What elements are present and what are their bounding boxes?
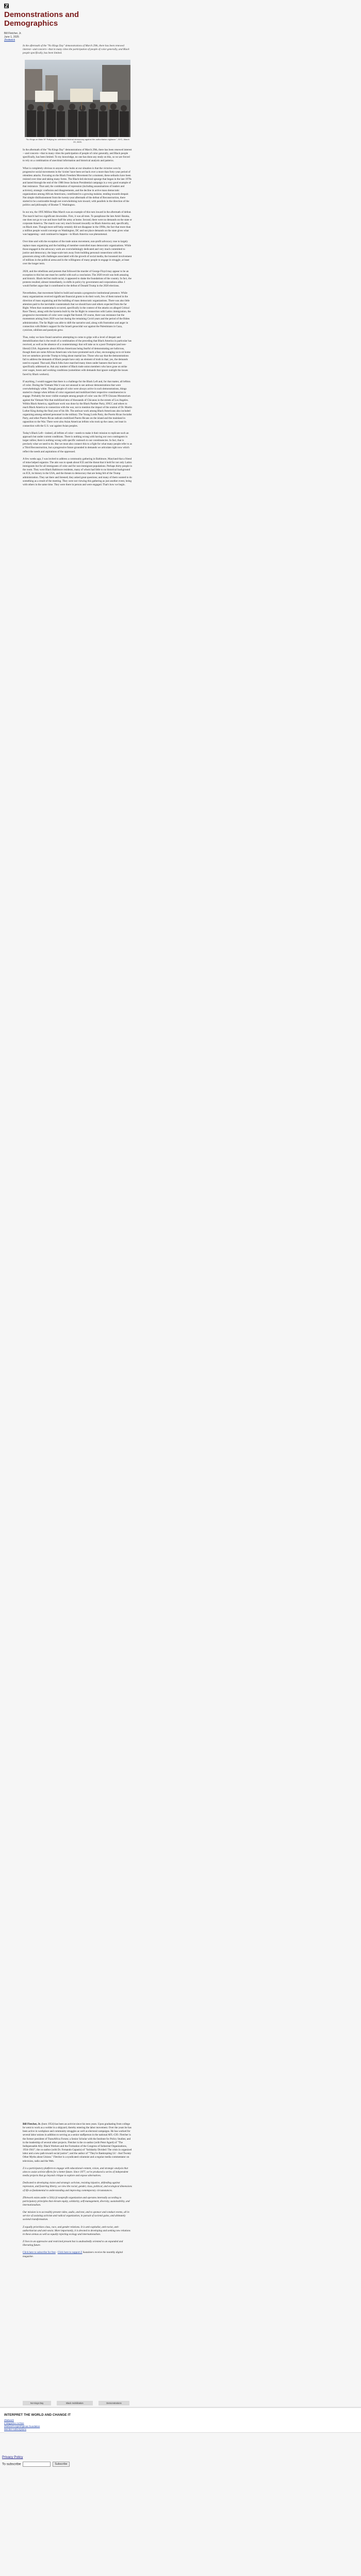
publication-link[interactable]: Zbobwick <box>4 39 15 42</box>
article-intro <box>23 44 131 55</box>
article-photo <box>25 60 130 137</box>
paragraph: Today's Black Left—indeed, all leftists of color—needs to make it their mission to replicate such an approach but under current conditions. There is nothing wrong with having our own contingents in larger rallies; there is nothing wrong with specific outreach to our constituencies. In fact, that is precisely what we need to do. But we must also connect this to a fight for what many people refer to as a Third Reconstruction, but a progressive future grounded in demands we articulate right now which reflect the needs and aspirations of the oppressed. <box>23 431 132 453</box>
subscribe-form <box>2 2462 70 2467</box>
privacy-policy-link[interactable]: Privacy Policy <box>2 2455 23 2459</box>
about-paragraph: Z lives in an oppressive and restricted present but is unabashedly oriented to an expanded and liberating future. <box>23 2240 123 2247</box>
about-paragraph: Our mission is to accessibly present video, audio, and text, and to sponsor and conduct events, all in service of assisting activism and radical organization, in pursuit of societal gains, and ultimately societal transformation. <box>23 2211 129 2222</box>
footer-link[interactable]: Member subscriptions <box>4 2428 26 2431</box>
tag-chip[interactable]: Demonstrations <box>99 2401 129 2405</box>
paragraph: Thus, today we have found ourselves attempting to come to grips with a level of despair and demobilization that is the result of a combination of the preceding that Black America in particular has received, as well as the absence of a counterstrategy that will take us to a post-Trumpist (and neo-liberal) USA. Arguments about African Americans being fearful of demonstrating are ludicrous, though there are some African Americans who have promoted such a fear, encouraging us to sit home lest we somehow provoke Trump to bring about martial law. Those who say that the demonstrations fail to address the demands of Black people have only an element of truth in that; yes, the demands need to expand. That said, Black folks have marched many times under banners that have not specifically addressed us. Ask any number of Black trade union members who have gone on strike over wages, hours and working conditions (sometimes with demands that ignore outright the issues faced by Black workers). <box>23 336 132 376</box>
site-logo-icon[interactable] <box>4 4 9 8</box>
bio-paragraph <box>23 2123 132 2163</box>
title-line-2: Demographics <box>4 19 58 28</box>
footer-title: INTERPRET THE WORLD AND CHANGE IT <box>4 2413 71 2417</box>
donate-paragraph: Click here to subscribe for free · Click here to support Z Sustainers receive the monthly digital magazine. <box>23 2251 123 2258</box>
paragraph: Over time and with the exception of the trade union movement, non-profit advocacy rose to largely replace mass organizing and the building of member-controlled mass democratic organizations. While those engaged in the advocacy work are overwhelmingly dedicated and very much committed to justice and democracy, the large-scale turn away from building personal connections with the grassroots along with challenges associated with the growth of social media, the loosened involvement of millions in the political arena and in the willingness of many people to engage in struggle, at least over the longer term. <box>23 240 132 266</box>
paragraph: If anything, I would suggest that there is a challenge for the Black Left and, for that matter, all leftists of color. During the Vietnam War it was not unusual to see antiwar demonstrations that were overwhelmingly white. Though people of color were always active in such demonstrations, things started to change when leftists of color organized and mobilized their respective constituencies to engage. Probably the most visible example among people of color was the 1970 Chicano Moratorium against the Vietnam War that mobilized tens of thousands of Chicanos in the streets of Los Angeles. Within Black America, significant work was done by the Black Panther Party, SNCC and others to reach Black America in connection with the war, not to mention the impact of the oration of Dr. Martin Luther King during the final year of his life. The antiwar work among Black Americans also included organizing among enlisted personnel in the military. The Young Lords Party, the Puerto Rican Socialist Party, and other Puerto Rican radicals mobilized Puerto Ricans on the island and the mainland in opposition to the War. There were also Asian American leftists who took up the cause, not least in connection with the U.S. war against Asian peoples. <box>23 380 132 428</box>
paragraph: Nevertheless, that movement failed to build and sustain a progressive institutional presence. While many organizations received significant financial grants to do their work, few of them turned in the direction of mass organizing and the building of mass democratic organizations. There was also little attention paid to the inevitable counterattack that we should have and others expected from the far Right. When that counterattack occurred, specifically in the context of the attacks on alleged Critical Race Theory, along with the hysteria built by the far Right in connection with Latinx immigration, the progressive movements of color were caught flat-footed. Of course, there was resistance but the momentum arising from 2020 was lost during the remaining Covid years and the period of the Biden administration. The far Right was able to shift the narrative and, along with frustration and anger in connection with Biden's support for the Israeli genocidal war against the Palestinians in Gaza, cynicism, nihilism and paralysis grew. <box>23 292 131 332</box>
author-name: Bill Fletcher, Jr. <box>4 32 22 35</box>
site-footer <box>0 2409 361 2433</box>
paragraph: In the aftermath of the "No Kings Day" demonstrations of March 29th, there has been renewed interest—and concern—that in many cities the participation of people of color generally, and Black people specifically, has been limited. To my knowledge, no one has done any study on this, so we are forced to rely on a combination of anecdotal information and historical analysis and patterns. <box>23 148 132 163</box>
bio-text: (born 1954) has been an activist since his teen years. Upon graduating from college he went to work as a welder in a shipyard, thereby entering the labor movement. Over the years he has been active in workplace and community struggles as well as electoral campaigns. He has worked for several labor unions in addition to serving as a senior staffperson in the national AFL-CIO. Fletcher is the former president of TransAfrica Forum; a Senior Scholar with the Institute for Policy Studies; and in the leadership of several other projects. Fletcher is the co-author (with Peter Agard) of "The Indispensable Ally: Black Workers and the Formation of the Congress of Industrial Organizations, 1934-1941"; the co-author (with Dr. Fernando Gapasin) of "Solidarity Divided: The crisis in organized labor and a new path toward social justice"; and the author of "'They're Bankrupting Us' - And Twenty Other Myths about Unions." Fletcher is a syndicated columnist and a regular media commentator on television, radio and the Web. <box>23 2123 132 2163</box>
article-date: June 1, 2025 <box>4 35 19 39</box>
subscribe-button[interactable]: Subscribe <box>53 2462 69 2467</box>
photo-caption: "No Kings on Main St" Rallying for unfettered federal democracy against the authoritarian vigilance.”, NYC, March 29, 2025. <box>26 138 129 144</box>
footer-divider <box>0 2407 361 2408</box>
footer-link[interactable]: ZNetwork <box>4 2419 14 2421</box>
subscribe-email-input[interactable] <box>23 2462 51 2467</box>
title-line-1: Demonstrations and <box>4 10 79 19</box>
paragraph: 2020, and the rebellions and protests that followed the murder of George Floyd may appear to be an exception to this but one must be careful with such a conclusion. The 2020 revolt was both amazing and historic. Black-led but multi-racial, it appeared to shake the foundations of the country. In fact, the protests resulted, almost immediately, in shifts in policy by government and corporations alike. I would further argue that it contributed to the defeat of Donald Trump in the 2020 elections. <box>23 269 132 288</box>
about-paragraph: Dedicated to developing vision and strategic activism, resisting injustice, defending against repression, and fostering liberty, we view the racial, gender, class, political, and ecological dimensions of life as fundamental to understanding and improving contemporary circumstances. <box>23 2181 132 2192</box>
about-paragraph: Z equally prioritizes class, race, and gender relations. It is anti-capitalist, anti-racist, anti-authoritarian and anti-sexist. More importantly, it is devoted to developing and seeking new relations in these arenas as well as equally rejecting ecology and internationalism. <box>23 2225 130 2236</box>
author-bio <box>23 2123 132 2262</box>
paragraph: What is completely obvious to anyone who looks at our situation is that the victories won by progressive social movements in the 'sixties' have been set back over a more than forty-year period of relentless attacks. Focusing on the Black Freedom Movement for a moment, these setbacks have been resisted over time and taking many forms. The Black-led electoral upsurge that began in the late 1970s and lasted through the end of the 1988 Jesse Jackson Presidential campaign is a very good example of that resistance. That said, the combination of repression (including assassinations of leaders and activists), strategic confusion and disagreements, and the decline in active mass democratic organizations among African Americans, contributed to a growing malaise, tending towards despair. Not simple disillusionment from the twenty-year aftermath of the defeat of Reconstruction, there started to be a noticeable though not overwhelming turn inward, with parallels in the direction of the politics and philosophy of Booker T. Washington. <box>23 166 132 207</box>
byline <box>4 32 22 42</box>
support-z-link[interactable]: Click here to support Z <box>57 2251 83 2255</box>
paragraph: A few weeks ago, I was invited to address a community gathering in Baltimore, Maryland that a friend of mine helped organize. The aim was to speak about ICE and the threat that it held for not only Latinx immigrants but for all immigrants of color and for non-immigrant populations. Perhaps thirty people in the room. They were Black Baltimore residents, many of whom had little to no historical background on ICE, its history in the USA, and the threats to democracy that are being felt of the Trump administration. They sat there and listened; they asked great questions; and many of them wanted to do something as a result of the meeting. They were not viewing this gathering as just another event, being with others in the same time. They were there in person and were engaged. That's how we begin. <box>23 457 133 486</box>
about-paragraph: ZNetwork exists under a 501(c)3 nonprofit organization and operates internally according to participatory principles that elevate equity, solidarity, self-management, diversity, sustainability, and internationalism. <box>23 2196 130 2207</box>
tag-chip[interactable]: Black mobilization <box>57 2401 93 2405</box>
tag-list <box>23 2401 132 2405</box>
subscribe-free-link[interactable]: Click here to subscribe for free <box>23 2251 56 2255</box>
article-title <box>4 10 79 28</box>
footer-link[interactable]: ZNetwork expert/opinion foundation <box>4 2425 40 2428</box>
footer-links <box>4 2419 40 2431</box>
subscribe-label: To subscribe <box>2 2462 21 2466</box>
bio-lead: Bill Fletcher, Jr. <box>23 2123 41 2126</box>
tag-chip[interactable]: No Kings Day <box>23 2401 51 2405</box>
intro-text: In the aftermath of the "No Kings Day" demonstrations of March 29th, there has been renewed interest—and concern—that in many cities the participation of people of color generally, and Black people specifically, has been limited. <box>23 44 129 55</box>
article-body <box>23 148 132 490</box>
privacy <box>2 2455 23 2459</box>
about-paragraph: Z is a participatory platform to engage with educational content, vision, and strategic analysis that aims to assist activist efforts for a better future. Since 1977, we've produced a series of independent media projects that go beyond critique to explore and expose alternatives. <box>23 2166 128 2178</box>
footer-link[interactable]: Z Magazine Archive <box>4 2422 24 2425</box>
paragraph: In our era, the 1995 Million Man March was an example of this turn inward in the aftermath of defeat. The march had two significant downsides. First, it was all-men. To paraphrase the late Amiri Baraka, one does not go to war and leave half the army at home. Second, there were no demands on the state or corporate America. The march was very much focused inwardly on Black America and, specifically, on Black men. Though more self-help certainly did not disappear in the 1990s, the fact that more than a million people would converge on Washington, DC and not place demands on the state gives what was happening—and continued to happen—in Black America was phenomenal. <box>23 211 132 236</box>
donate-tail: Sustainers receive the monthly digital magazine. <box>23 2251 123 2258</box>
